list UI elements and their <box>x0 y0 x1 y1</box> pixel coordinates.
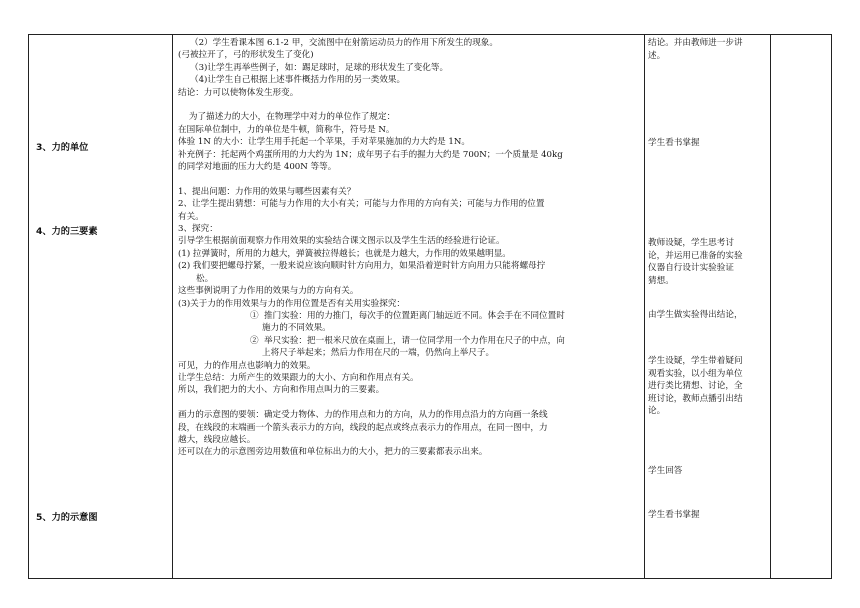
note-line: 由学生做实验得出结论， <box>648 310 743 320</box>
text-line: (弓被拉开了，弓的形状发生了变化) <box>178 50 314 61</box>
teaching-content <box>178 37 644 459</box>
activity-note <box>648 465 748 478</box>
text-line: 为了描述力的大小，在物理学中对力的单位作了规定： <box>178 112 396 123</box>
note-line: 论，并运用已准备的实验 <box>648 250 743 261</box>
text-line: 补充例子：托起两个鸡蛋所用的力大约为 1N；成年男子右手的握力大约是 700N；一个质量是 40kg <box>178 149 563 160</box>
note-line: 仪器自行设计实验验证 <box>648 263 734 274</box>
column-divider-3 <box>770 35 771 578</box>
text-line: （3)让学生再举些例子，如：踢足球时，足球的形状发生了变化等。 <box>190 62 449 73</box>
note-line: 教师设疑，学生思考讨 <box>648 238 734 248</box>
note-line: 猜想。 <box>648 275 674 286</box>
note-line: 学生看书掌握 <box>648 138 700 148</box>
text-line: 段，在线段的末端画一个箭头表示力的方向，线段的起点或终点表示力的作用点，在同一图中，力 <box>178 422 548 433</box>
text-line: (2) 我们要把螺母拧紧，一般来说应该向顺时针方向用力，如果沿着逆时针方向用力只能将螺母拧 <box>178 261 546 272</box>
note-line: 论。 <box>648 406 666 417</box>
text-line: ② 举尺实验：把一根米尺放在桌面上，请一位同学用一个力作用在尺子的中点，向 <box>250 335 565 346</box>
text-line: 松。 <box>196 273 214 284</box>
text-line: 引导学生根据前面观察力作用效果的实验结合课文图示以及学生生活的经验进行论证。 <box>178 236 505 247</box>
activity-note <box>648 309 748 322</box>
label-three-elements: 4、力的三要素 <box>36 226 98 237</box>
note-line: 学生回答 <box>648 466 683 476</box>
text-line: (3)关于力的作用效果与力的作用位置是否有关用实验探究： <box>178 298 406 309</box>
note-line: 学生看书掌握 <box>648 510 700 520</box>
activity-note <box>648 355 748 418</box>
table-border-left <box>28 35 29 578</box>
note-line: 班讨论，教师点播引出结 <box>648 393 743 404</box>
text-line: 让学生总结：力所产生的效果跟力的大小、方向和作用点有关。 <box>178 372 419 383</box>
text-line: （2）学生看课本图 6.1-2 甲，交流图中在射箭运动员力的作用下所发生的现象。 <box>190 38 498 48</box>
activity-note <box>648 509 748 522</box>
text-line: (1) 拉弹簧时，所用的力越大，弹簧被拉得越长；也就是力越大，力作用的效果越明显。 <box>178 248 511 259</box>
text-line: 施力的不同效果。 <box>262 323 331 334</box>
text-line: 越大，线段应越长。 <box>178 434 256 445</box>
label-force-diagram: 5、力的示意图 <box>36 512 98 523</box>
note-line: 学生设疑，学生带着疑问 <box>648 356 743 366</box>
text-line: 还可以在力的示意图旁边用数值和单位标出力的大小，把力的三要素都表示出来。 <box>178 447 488 458</box>
text-line: 在国际单位制中，力的单位是牛顿，简称牛，符号是 N。 <box>178 124 395 135</box>
text-line: 这些事例说明了力作用的效果与力的方向有关。 <box>178 286 359 297</box>
note-line: 进行类比猜想、讨论，全 <box>648 381 743 392</box>
text-line: 结论：力可以使物体发生形变。 <box>178 87 299 98</box>
text-line: 有关。 <box>178 211 204 222</box>
blank-line <box>178 397 644 409</box>
blank-line <box>178 99 644 111</box>
column-divider-1 <box>172 35 173 578</box>
note-line: 结论。并由教师进一步讲 <box>648 38 743 48</box>
column-divider-2 <box>644 35 645 578</box>
blank-line <box>178 173 644 185</box>
text-line: ① 推门实验：用的力推门，每次手的位置距离门轴远近不同。体会手在不同位置时 <box>250 310 565 321</box>
text-line: 可见，力的作用点也影响力的效果。 <box>178 360 316 371</box>
text-line: 所以，我们把力的大小、方向和作用点叫力的三要素。 <box>178 385 385 396</box>
activity-note <box>648 37 748 62</box>
text-line: 体验 1N 的大小：让学生用手托起一个苹果，手对苹果施加的力大约是 1N。 <box>178 137 470 148</box>
label-force-unit: 3、力的单位 <box>36 142 89 153</box>
activity-note <box>648 237 748 287</box>
text-line: 1、提出问题：力作用的效果与哪些因素有关？ <box>178 186 356 197</box>
activity-note <box>648 137 748 150</box>
note-line: 观看实验，以小组为单位 <box>648 368 743 379</box>
text-line: 3、探究： <box>178 224 218 235</box>
note-line: 述。 <box>648 50 666 61</box>
lesson-table <box>28 34 832 579</box>
text-line: 的同学对地面的压力大约是 400N 等等。 <box>178 162 337 173</box>
text-line: 上将尺子举起来；然后力作用在尺的一端，仍然向上举尺子。 <box>262 348 495 359</box>
table-border-right <box>831 35 832 578</box>
text-line: 画力的示意图的要领：确定受力物体、力的作用点和力的方向，从力的作用点沿力的方向画一条线 <box>178 410 548 421</box>
text-line: （4)让学生自己根据上述事件概括力作用的另一类效果。 <box>190 75 406 86</box>
text-line: 2、让学生提出猜想：可能与力作用的大小有关；可能与力作用的方向有关；可能与力作用的位置 <box>178 199 545 210</box>
